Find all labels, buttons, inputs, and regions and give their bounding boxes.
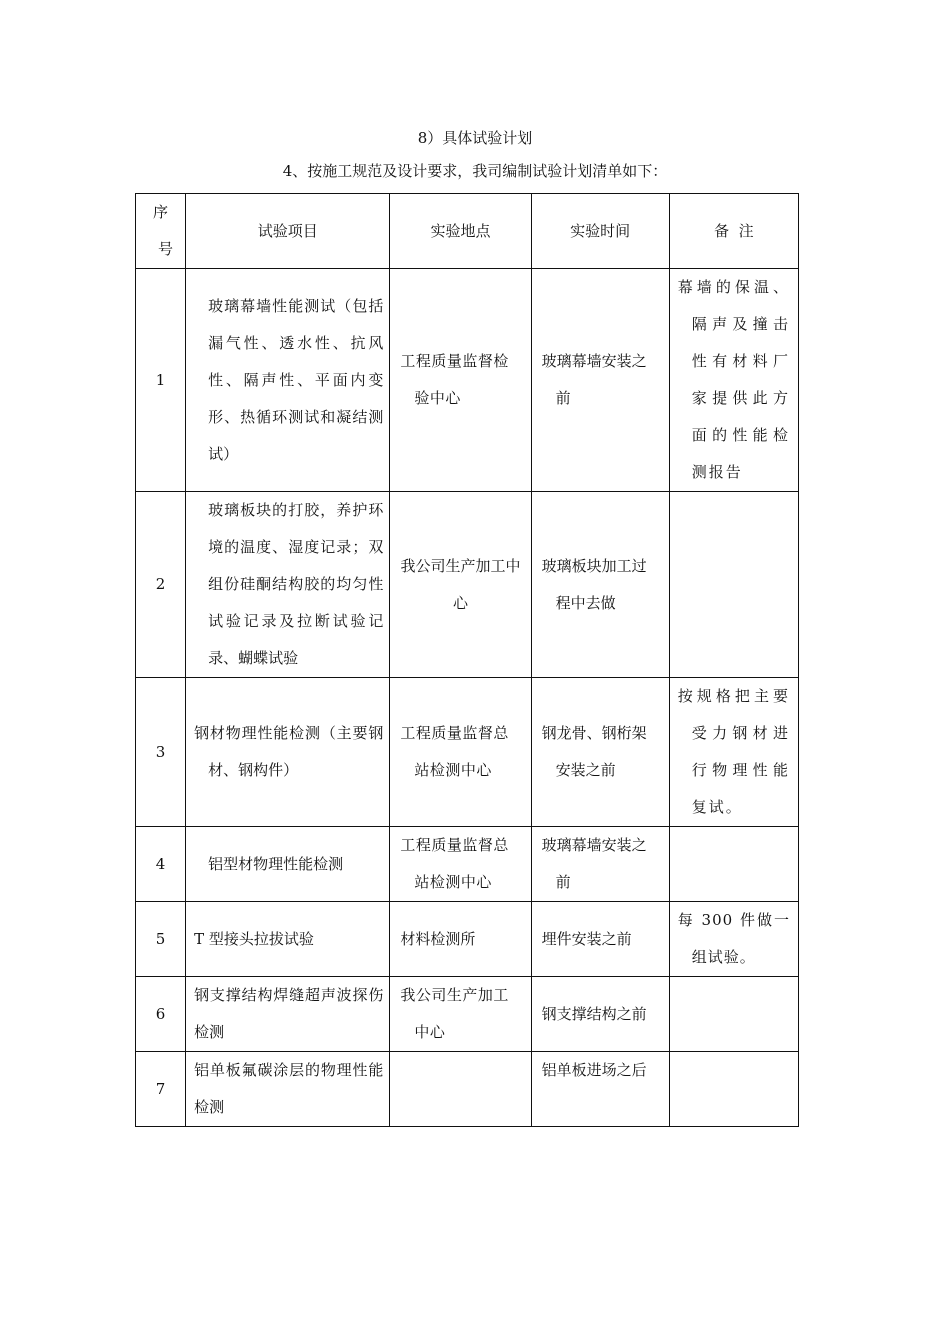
table-header-row (136, 194, 799, 269)
row-time: 铝单板进场之后 (531, 1052, 669, 1127)
row-item: 铝单板氟碳涂层的物理性能检测 (186, 1052, 390, 1127)
row-note (669, 977, 798, 1052)
row-place: 我公司生产加工中心 (390, 977, 531, 1052)
row-note: 每 300 件做一组试验。 (669, 902, 798, 977)
row-item: 铝型材物理性能检测 (186, 827, 390, 902)
row-item: 玻璃板块的打胶，养护环境的温度、湿度记录；双组份硅酮结构胶的均匀性试验记录及拉断试验记录、蝴蝶试验 (186, 492, 390, 678)
row-note (669, 827, 798, 902)
row-note: 按规格把主要受力钢材进行物理性能复试。 (669, 678, 798, 827)
table-row (136, 269, 799, 492)
row-note: 幕墙的保温、隔声及撞击性有材料厂家提供此方面的性能检测报告 (669, 269, 798, 492)
row-time: 埋件安装之前 (531, 902, 669, 977)
header-time: 实验时间 (531, 194, 669, 269)
row-no: 1 (136, 269, 186, 492)
row-item: T 型接头拉拔试验 (186, 902, 390, 977)
section-heading: 8）具体试验计划 (417, 129, 533, 147)
row-place: 我公司生产加工中心 (390, 492, 531, 678)
row-no: 7 (136, 1052, 186, 1127)
row-time: 玻璃板块加工过程中去做 (531, 492, 669, 678)
table-row (136, 1052, 799, 1127)
row-place: 工程质量监督检验中心 (390, 269, 531, 492)
header-note: 备 注 (669, 194, 798, 269)
header-place: 实验地点 (390, 194, 531, 269)
header-no-line1: 序 (153, 203, 169, 221)
header-no (136, 194, 186, 269)
row-item: 玻璃幕墙性能测试（包括漏气性、透水性、抗风性、隔声性、平面内变形、热循环测试和凝结测试） (186, 269, 390, 492)
row-no: 6 (136, 977, 186, 1052)
table-row (136, 678, 799, 827)
row-time: 钢龙骨、钢桁架安装之前 (531, 678, 669, 827)
row-place (390, 1052, 531, 1127)
row-no: 4 (136, 827, 186, 902)
row-no: 2 (136, 492, 186, 678)
row-place: 材料检测所 (390, 902, 531, 977)
row-time: 玻璃幕墙安装之前 (531, 269, 669, 492)
row-place: 工程质量监督总站检测中心 (390, 827, 531, 902)
row-item: 钢材物理性能检测（主要钢材、钢构件） (186, 678, 390, 827)
test-plan-table (135, 193, 799, 1127)
table-row (136, 902, 799, 977)
row-note (669, 492, 798, 678)
table-row (136, 492, 799, 678)
table-row (136, 977, 799, 1052)
row-place: 工程质量监督总站检测中心 (390, 678, 531, 827)
intro-text: 4、按施工规范及设计要求，我司编制试验计划清单如下： (282, 162, 668, 180)
header-item: 试验项目 (186, 194, 390, 269)
row-note (669, 1052, 798, 1127)
row-no: 3 (136, 678, 186, 827)
table-row (136, 827, 799, 902)
row-no: 5 (136, 902, 186, 977)
row-time: 玻璃幕墙安装之前 (531, 827, 669, 902)
row-item: 钢支撑结构焊缝超声波探伤检测 (186, 977, 390, 1052)
header-no-line2: 号 (158, 240, 174, 258)
row-time: 钢支撑结构之前 (531, 977, 669, 1052)
